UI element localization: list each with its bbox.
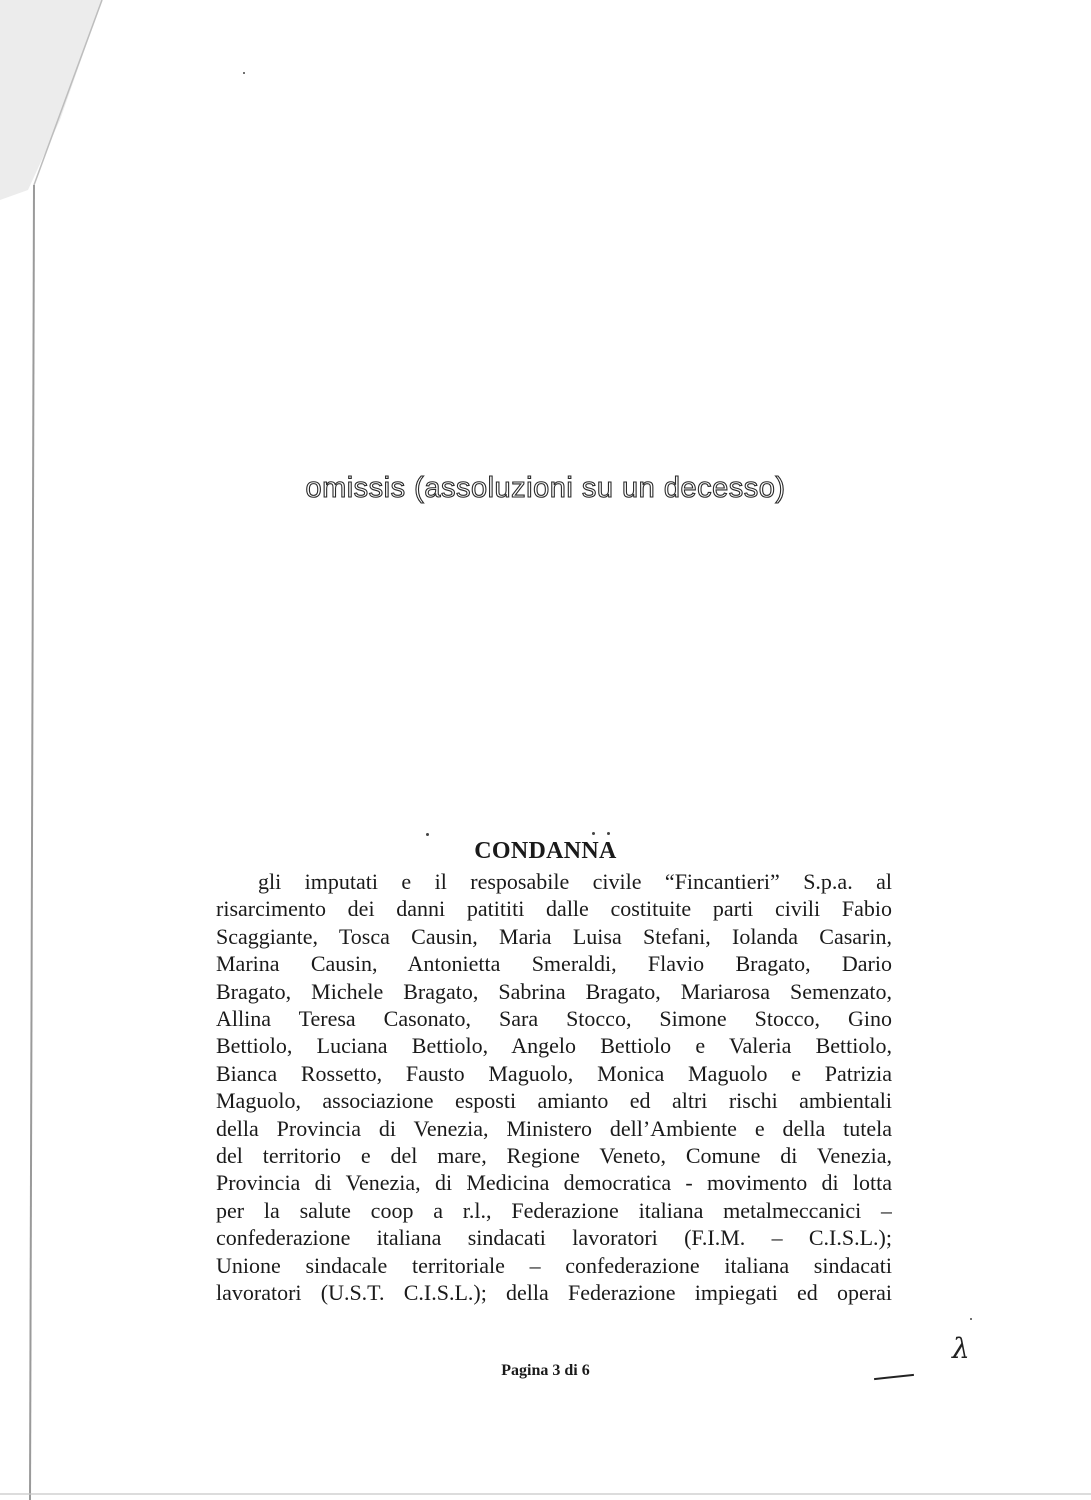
handwritten-initial: λ [952,1332,970,1365]
text-line: confederazione italiana sindacati lavoratori (F.I.M. – C.I.S.L.); [216,1225,892,1251]
speck [426,833,429,836]
speck [243,72,245,74]
text-line: della Provincia di Venezia, Ministero dell’Ambiente e della tutela [216,1115,892,1141]
text-line: lavoratori (U.S.T. C.I.S.L.); della Federazione impiegati ed operai [216,1280,892,1306]
speck [970,1318,972,1320]
text-line: Maguolo, associazione esposti amianto ed altri rischi ambientali [216,1088,892,1114]
text-line: Marina Causin, Antonietta Smeraldi, Flavio Bragato, Dario [216,951,892,977]
page-number: Pagina 3 di 6 [501,1362,590,1379]
text-line: per la salute coop a r.l., Federazione italiana metalmeccanici – [216,1197,892,1223]
text-line: Unione sindacale territoriale – confederazione italiana sindacati [216,1252,892,1278]
text-line: Provincia di Venezia, di Medicina democratica - movimento di lotta [216,1170,892,1196]
text-line: Allina Teresa Casonato, Sara Stocco, Simone Stocco, Gino [216,1006,892,1032]
section-heading: CONDANNA [474,838,617,864]
body-paragraph [216,868,892,1307]
speck [592,832,595,835]
text-line: del territorio e del mare, Regione Veneto, Comune di Venezia, [216,1143,892,1169]
text-line: Bianca Rossetto, Fausto Maguolo, Monica Maguolo e Patrizia [216,1060,892,1086]
omissis-note: omissis (assoluzioni su un decesso) [305,472,786,504]
text-line: gli imputati e il resposabile civile “Fincantieri” S.p.a. al [258,869,892,894]
text-line: Bettiolo, Luciana Bettiolo, Angelo Bettiolo e Valeria Bettiolo, [216,1033,892,1059]
speck [607,832,610,835]
text-line: Bragato, Michele Bragato, Sabrina Bragato, Mariarosa Semenzato, [216,978,892,1004]
text-line: Scaggiante, Tosca Causin, Maria Luisa Stefani, Iolanda Casarin, [216,923,892,949]
text-line: risarcimento dei danni patititi dalle costituite parti civili Fabio [216,896,892,922]
